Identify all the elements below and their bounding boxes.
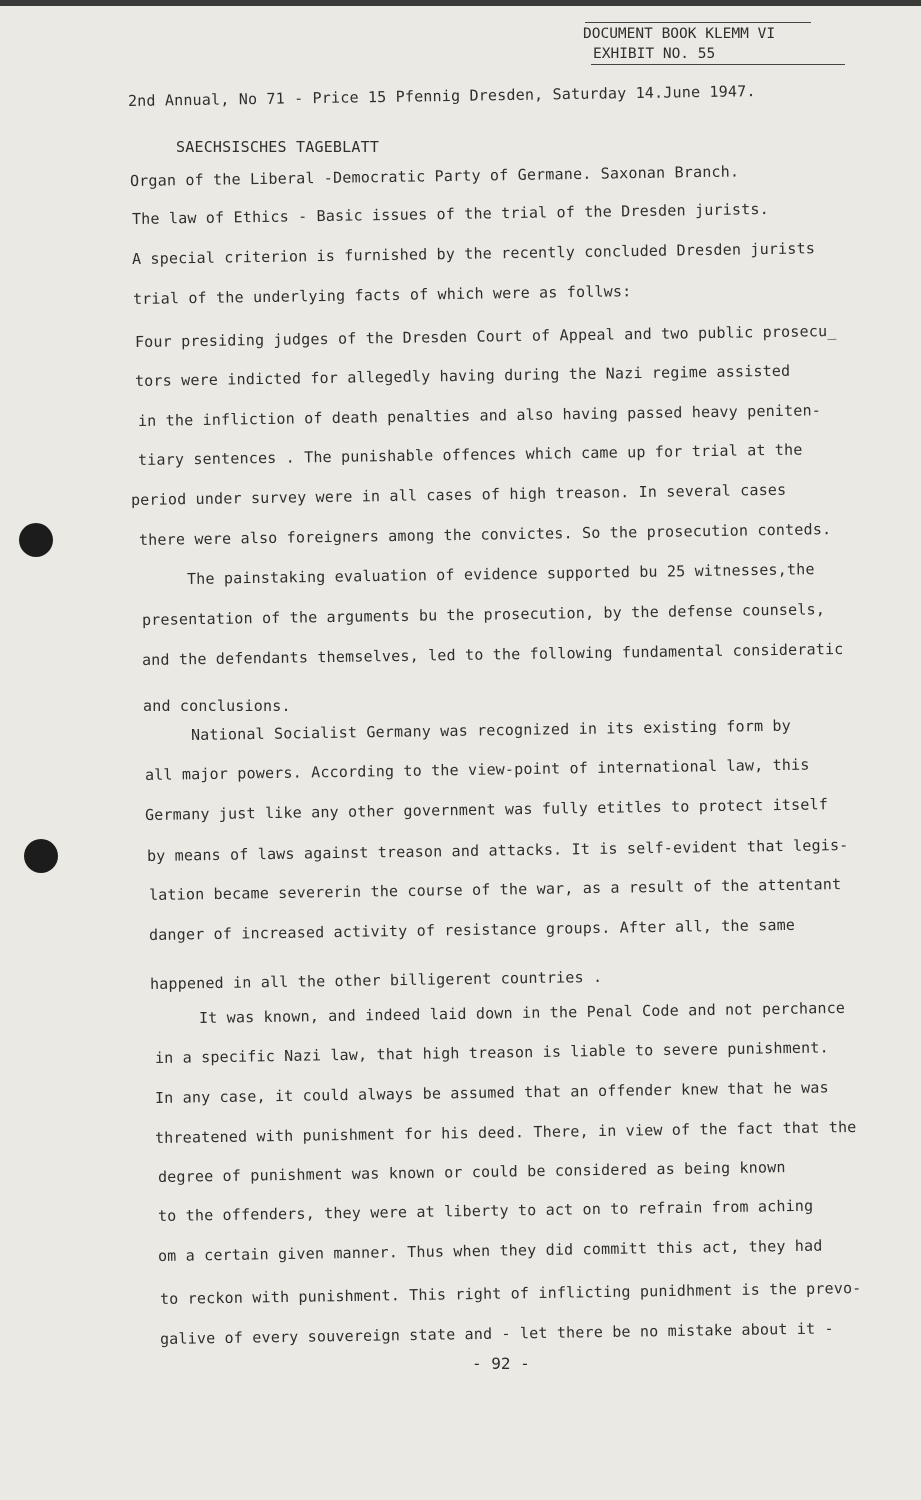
- body-line: to reckon with punishment. This right of inflicting punidhment is the prevo-: [159, 1278, 862, 1308]
- body-line: National Socialist Germany was recognized in its existing form by: [190, 716, 792, 744]
- punch-hole-upper: [19, 523, 53, 557]
- body-line: A special criterion is furnished by the recently concluded Dresden jurists: [131, 239, 816, 268]
- newspaper-title: SAECHSISCHES TAGEBLATT: [176, 138, 380, 156]
- page-number: - 92 -: [472, 1354, 530, 1373]
- body-line: in a specific Nazi law, that high treason is liable to severe punishment.: [154, 1038, 829, 1067]
- newspaper-subtitle: Organ of the Liberal -Democratic Party of Germane. Saxonan Branch.: [129, 162, 740, 190]
- scan-top-edge: [0, 0, 921, 6]
- body-line: threatened with punishment for his deed. There, in view of the fact that the: [154, 1117, 857, 1147]
- body-line: all major powers. According to the view-point of international law, this: [144, 755, 810, 784]
- body-line: om a certain given manner. Thus when they did committ this act, they had: [157, 1236, 823, 1265]
- exhibit-line-1: DOCUMENT BOOK KLEMM VI: [583, 26, 776, 42]
- dateline: 2nd Annual, No 71 - Price 15 Pfennig Dresden, Saturday 14.June 1947.: [127, 82, 756, 110]
- body-line: Four presiding judges of the Dresden Court of Appeal and two public prosecu_: [134, 321, 837, 351]
- punch-hole-lower: [24, 839, 58, 873]
- body-line: tiary sentences . The punishable offences which came up for trial at the: [137, 440, 803, 469]
- body-line: In any case, it could always be assumed that an offender knew that he was: [154, 1078, 829, 1107]
- body-line: tors were indicted for allegedly having during the Nazi regime assisted: [134, 361, 791, 390]
- body-line: and conclusions.: [143, 697, 291, 715]
- body-line: happened in all the other billigerent countries .: [149, 967, 603, 993]
- body-line: trial of the underlying facts of which were as follws:: [132, 282, 632, 308]
- exhibit-stamp: [583, 24, 775, 64]
- body-line: lation became severerin the course of the war, as a result of the attentant: [148, 875, 842, 904]
- body-line: It was known, and indeed laid down in the Penal Code and not perchance: [198, 998, 846, 1027]
- body-line: period under survey were in all cases of high treason. In several cases: [130, 480, 787, 509]
- body-line: The painstaking evaluation of evidence supported bu 25 witnesses,the: [186, 560, 815, 588]
- body-line: galive of every souvereign state and - let there be no mistake about it -: [159, 1319, 834, 1348]
- body-line: Germany just like any other government was fully etitles to protect itself: [144, 795, 829, 824]
- body-line: degree of punishment was known or could be considered as being known: [157, 1158, 786, 1186]
- body-line: presentation of the arguments bu the prosecution, by the defense counsels,: [141, 600, 826, 629]
- exhibit-line-2: EXHIBIT NO. 55: [593, 46, 716, 62]
- body-line: and the defendants themselves, led to the following fundamental consideratic: [141, 639, 844, 669]
- body-line: danger of increased activity of resistance groups. After all, the same: [148, 915, 796, 944]
- body-line: to the offenders, they were at liberty to act on to refrain from aching: [157, 1196, 814, 1225]
- article-headline: The law of Ethics - Basic issues of the trial of the Dresden jurists.: [131, 199, 770, 228]
- body-line: there were also foreigners among the convictes. So the prosecution conteds.: [138, 520, 832, 549]
- body-line: in the infliction of death penalties and also having passed heavy peniten-: [137, 401, 822, 430]
- body-line: by means of laws against treason and attacks. It is self-evident that legis-: [146, 835, 849, 865]
